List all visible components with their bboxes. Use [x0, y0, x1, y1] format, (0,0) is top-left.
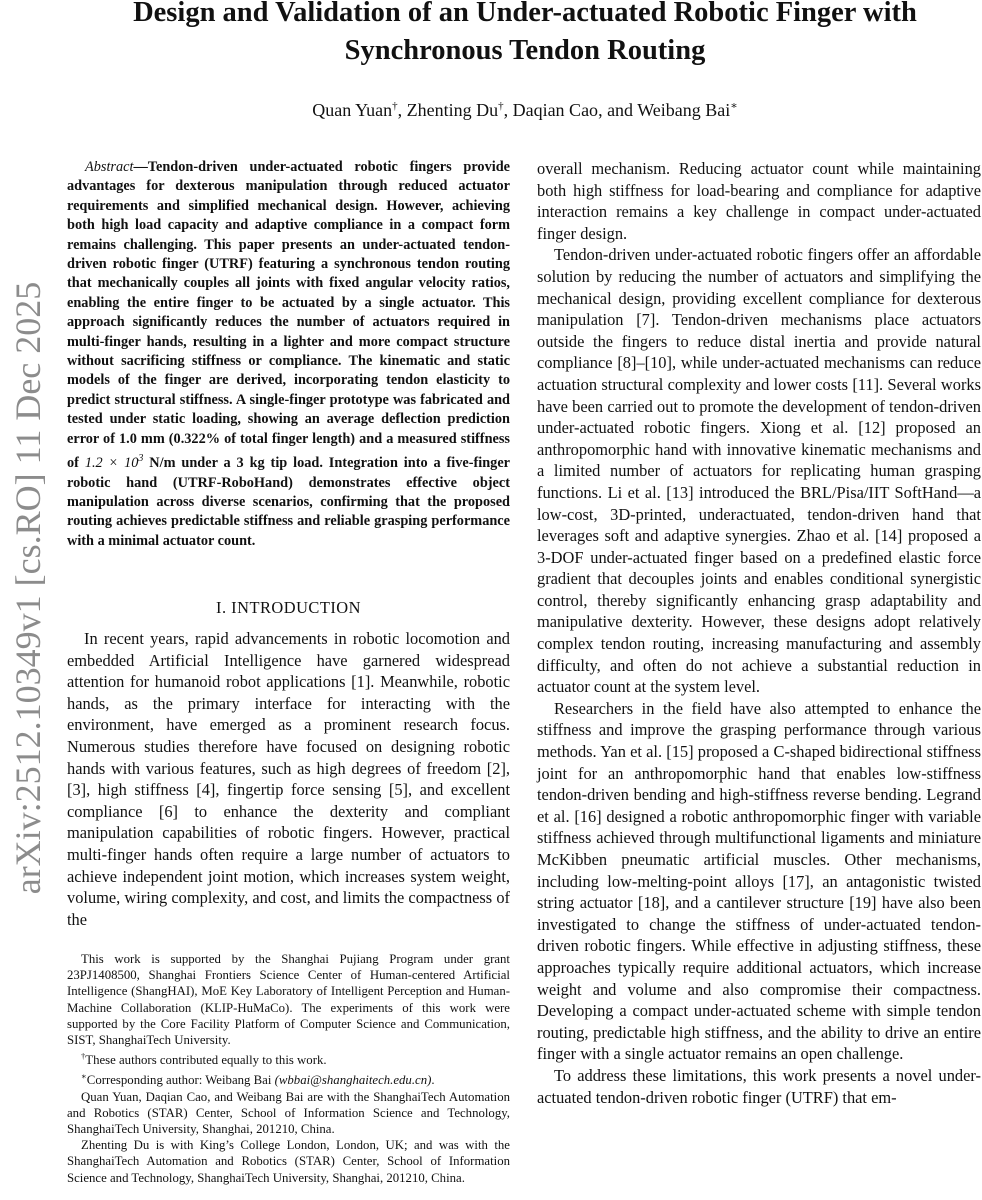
- right-column: [537, 158, 981, 1108]
- stiffness-value: [85, 455, 144, 471]
- paragraph: Researchers in the field have also attempted to enhance the stiffness and improve the grasping performance through various methods. Yan et al. [15] proposed a C-shaped bidirectional stiffness joint for an anthropomorphic hand that enables low-stiffness tendon-driven bending and high-stiffness reverse bending. Legrand et al. [16] designed a robotic anthropomorphic finger with variable stiffness achieved through multifunctional ligaments and miniature McKibben pneumatic artificial muscles. Other mechanisms, including low-melting-point alloys [17], an antagonistic twisted string actuator [18], and a cantilever structure [19] have also been investigated to change the stiffness of under-actuated tendon-driven robotic fingers. While effective in adjusting stiffness, these approaches typically require additional actuators, which increase weight and volume and also compromise their compactness. Developing a compact under-actuated scheme with simple tendon routing, predictable high stiffness, and the ability to drive an entire finger with a single actuator remains an open challenge.: [537, 698, 981, 1064]
- footnote-corresponding-author: [67, 1068, 510, 1088]
- paragraph: overall mechanism. Reducing actuator count while maintaining both high stiffness for load-bearing and compliance for adaptive interaction remains a key challenge in compact under-actuated finger design.: [537, 159, 981, 243]
- paragraph: Tendon-driven under-actuated robotic fingers offer an affordable solution by reducing the number of actuators and simplifying the mechanical design, providing excellent compliance for dexterous manipulation [7]. Tendon-driven mechanisms place actuators outside the fingers to reduce distal inertia and provide natural compliance [8]–[10], while under-actuated mechanisms can reduce actuation structural complexity and lower costs [11]. Several works have been carried out to promote the development of tendon-driven under-actuated robotic fingers. Xiong et al. [12] proposed an anthropomorphic hand with innovative kinematic mechanisms and a limited number of actuators for replicating human grasping functions. Li et al. [13] introduced the BRL/Pisa/IIT SoftHand—a low-cost, 3D-printed, underactuated, tendon-driven hand that leverages soft and adaptive synergies. Zhao et al. [14] proposed a 3-DOF under-actuated finger based on a predefined elastic force gradient that decouples joints and enables conditional synergistic control, thereby significantly enhancing grasp adaptability and manipulative dexterity. However, these designs adopt relatively complex tendon routing, increasing manufacturing and assembly difficulty, and often do not achieve a substantial reduction in actuator count at the system level.: [537, 245, 981, 697]
- footnotes: [67, 951, 510, 1186]
- arxiv-sidebar: [4, 265, 52, 910]
- author-name: Daqian Cao: [512, 100, 599, 120]
- footnote-text: These authors contributed equally to this work.: [85, 1053, 327, 1068]
- corresponding-email[interactable]: (wbbai@shanghaitech.edu.cn): [274, 1073, 432, 1088]
- author-name: Quan Yuan: [312, 100, 393, 120]
- author-mark: †: [498, 100, 504, 112]
- footnote-text: Corresponding author: Weibang Bai: [86, 1073, 275, 1088]
- paper-title: Design and Validation of an Under-actuated Robotic Finger with Synchronous Tendon Routing: [133, 0, 917, 66]
- author-mark: ∗: [730, 100, 738, 112]
- footnote-funding: This work is supported by the Shanghai Pujiang Program under grant 23PJ1408500, Shanghai Frontiers Science Center of Human-centered Artificial Intelligence (ShangHAI), MoE Key Laboratory of Intelligent Perception and Human-Machine Collaboration (KLIP-HuMaCo). The experiments of this work were supported by the Core Facility Platform of Computer Science and Communication, SIST, ShanghaiTech University.: [67, 952, 510, 1048]
- footnote-affiliation-2: Zhenting Du is with King’s College London, London, UK; and was with the ShanghaiTech Automation and Robotics (STAR) Center, School of Information Science and Technology, ShanghaiTech University, Shanghai, 201210, China.: [67, 1138, 510, 1185]
- section-heading-introduction: I. INTRODUCTION: [216, 598, 361, 617]
- arxiv-identifier: arXiv:2512.10349v1 [cs.RO] 11 Dec 2025: [8, 281, 48, 894]
- author-separator: ,: [397, 100, 407, 120]
- abstract-label: Abstract: [85, 159, 134, 175]
- footnote-mark: ∗: [81, 1071, 87, 1082]
- footnote-equal-contribution: [67, 1048, 510, 1068]
- stiffness-base: 1.2 × 10: [84, 455, 139, 472]
- abstract-dash: —: [133, 159, 148, 175]
- footnote-mark: †: [81, 1051, 86, 1062]
- abstract: [67, 158, 510, 551]
- paragraph: In recent years, rapid advancements in robotic locomotion and embedded Artificial Intelligence have garnered widespread attention for humanoid robot applications [1]. Meanwhile, robotic hands, as the primary interface for interacting with the environment, have emerged as a prominent research focus. Numerous studies therefore have focused on designing robotic hands with various features, such as high degrees of freedom [2], [3], high stiffness [4], fingertip force sensing [5], and excellent compliance [6] to enhance the dexterity and compliant manipulation capabilities of robotic fingers. However, practical multi-finger hands often require a large number of actuators to achieve independent joint motion, which increases system weight, volume, wiring complexity, and cost, and limits the compactness of the: [67, 629, 510, 929]
- author-separator: , and: [598, 100, 638, 120]
- author-name: Weibang Bai: [637, 100, 731, 120]
- footnote-text: .: [431, 1073, 435, 1088]
- paragraph: To address these limitations, this work presents a novel under-actuated tendon-driven robotic finger (UTRF) that em-: [537, 1065, 981, 1107]
- author-name: Zhenting Du: [406, 100, 499, 120]
- author-list: [60, 94, 982, 122]
- abstract-text-1: Tendon-driven under-actuated robotic fingers provide advantages for dexterous manipulation through reduced actuator requirements and simplified mechanical design. However, achieving both high load capacity and adaptive compliance in a compact form remains challenging. This paper presents an under-actuated tendon-driven robotic finger (UTRF) featuring a synchronous tendon routing that mechanically couples all joints with fixed angular velocity ratios, enabling the entire finger to be actuated by a single actuator. This approach significantly reduces the number of actuators required in multi-finger hands, resulting in a lighter and more compact structure without sacrificing stiffness or compliance. The kinematic and static models of the finger are derived, incorporating tendon elasticity to predict structural stiffness. A single-finger prototype was fabricated and tested under static loading, showing an average deflection prediction error of 1.0 mm (0.322% of total finger length) and a measured stiffness of: [67, 159, 510, 472]
- footnote-affiliation-1: Quan Yuan, Daqian Cao, and Weibang Bai are with the ShanghaiTech Automation and Robotics (STAR) Center, School of Information Science and Technology, ShanghaiTech University, Shanghai, 201210, China.: [67, 1089, 510, 1137]
- abstract-text-2: N/m under a 3 kg tip load. Integration into a five-finger robotic hand (UTRF-RoboHand) demonstrates effective object manipulation across diverse scenarios, confirming that the proposed routing achieves predictable stiffness and reliable grasping performance with a minimal actuator count.: [67, 455, 511, 549]
- author-mark: †: [392, 100, 398, 112]
- introduction-left-column: [67, 628, 510, 930]
- author-separator: ,: [503, 100, 513, 120]
- stiffness-exponent: 3: [138, 453, 144, 465]
